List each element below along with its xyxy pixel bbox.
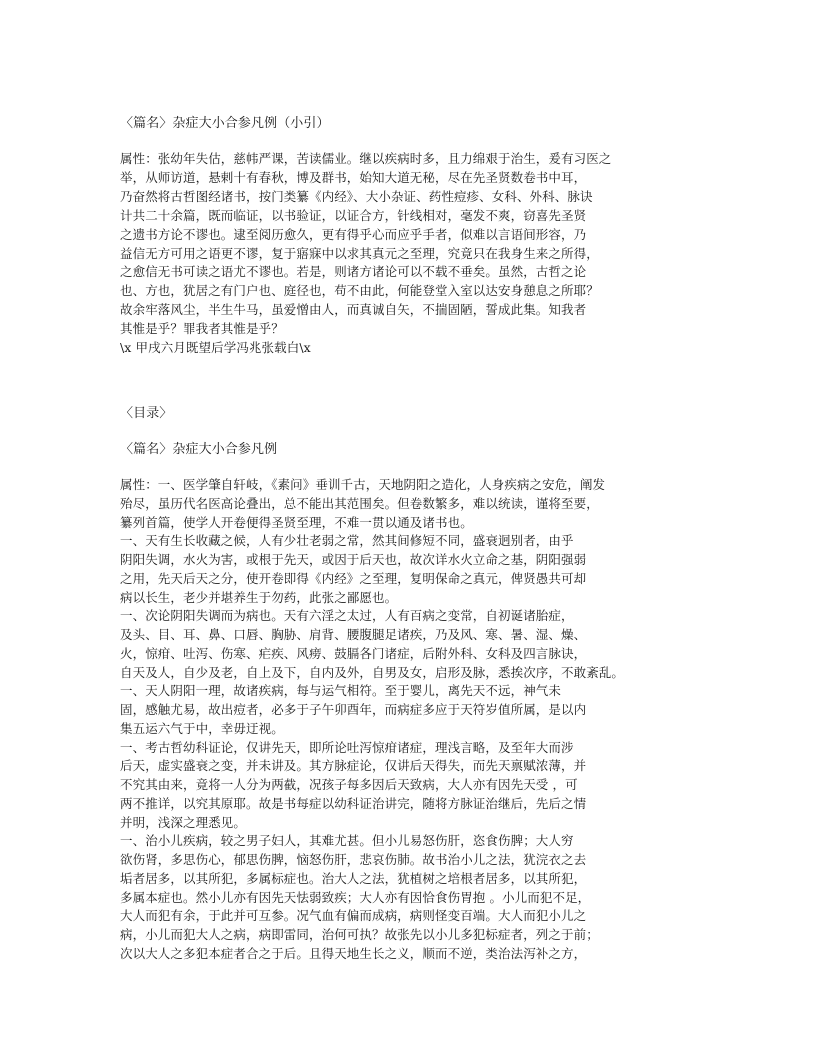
text-line: 阴阳失调，水火为害，或根于先天，或因于后天也，故次详水火立命之基，阴阳强弱 bbox=[120, 552, 587, 567]
text-line: 纂列首篇，使学人开卷便得圣贤至理，不难一贯以通及诸书也。 bbox=[120, 514, 473, 530]
text-line: 病，小儿而犯大人之病，病即雷同，治何可执？故张先以小儿多犯标症者，列之于前； bbox=[120, 927, 599, 942]
text-line: 计共二十余篇，既而临证，以书验证，以证合方，针线相对，毫发不爽，窃喜先圣贤 bbox=[120, 207, 587, 223]
text-line: 垢者居多，以其所犯，多属标症也。治大人之法，犹植树之培根者居多，以其所犯， bbox=[120, 870, 587, 886]
text-line: 一、治小儿疾病，较之男子妇人，其难尤甚。但小儿易怒伤肝，恣食伤脾；大人穷 bbox=[120, 833, 574, 849]
section-title-preface: 〈篇名〉杂症大小合参凡例（小引） bbox=[120, 116, 330, 131]
text-line: 之遗书方论不谬也。逮至阅历愈久，更有得乎心而应乎手者，似难以言语间形容，乃 bbox=[120, 226, 587, 242]
text-line: 欲伤肾，多思伤心，郁思伤脾，恼怒伤肝，悲哀伤肺。故书治小儿之法，犹浣衣之去 bbox=[120, 852, 587, 867]
text-line: 举，从师访道，悬剌十有春秋，博及群书，始知大道无秘，尽在先圣贤数卷书中耳， bbox=[120, 169, 587, 185]
text-line: 一、天人阴阳一理，故诸疾病，每与运气相符。至于婴儿，离先天不远，神气未 bbox=[120, 683, 562, 699]
text-line: 病以长生，老少并堪养生于勿药，此张之鄙愿也。 bbox=[120, 589, 398, 605]
text-line: 并明，浅深之理悉见。 bbox=[120, 814, 247, 830]
text-line: 故余牢落风尘，半生牛马，虽爱憎由人，而真诚自矢，不揣固陋，誓成此集。知我者 bbox=[120, 302, 587, 318]
text-line: 次以大人之多犯本症者合之于后。且得天地生长之义，顺而不逆，类治法泻补之方， bbox=[120, 945, 587, 961]
text-line: 属性：一、医学肇自轩岐，《素问》垂训千古，天地阴阳之造化，人身疾病之安危，阐发 bbox=[120, 477, 606, 492]
text-line: 其惟是乎？罪我者其惟是乎？ bbox=[120, 321, 284, 337]
section-title-rules: 〈篇名〉杂症大小合参凡例 bbox=[120, 442, 278, 457]
text-line: 后天，虚实盛衰之变，并未讲及。其方脉症论，仅讲后天得失，而先天禀赋浓薄，并 bbox=[120, 758, 587, 774]
text-line: 之用，先天后天之分，使开卷即得《内经》之至理，复明保命之真元，俾贤愚共可却 bbox=[120, 570, 587, 586]
toc-title: 〈目录〉 bbox=[120, 406, 173, 421]
text-line: 殆尽，虽历代名医高论叠出，总不能出其范围矣。但卷数繁多，难以统读，谨将至要， bbox=[120, 495, 599, 511]
text-line: 一、次论阴阳失调而为病也。天有六淫之太过，人有百病之变常，自初诞诸胎症， bbox=[120, 608, 574, 624]
text-line: 一、天有生长收藏之候，人有少壮老弱之常，然其间修短不同，盛衰迥别者，由乎 bbox=[120, 533, 574, 549]
text-line: 属性：张幼年失估，慈帏严课，苦读儒业。继以疾病时多，且力绵艰于治生，爰有习医之 bbox=[120, 151, 612, 166]
text-line: 一、考古哲幼科证论，仅讲先天，即所论吐泻惊疳诸症，理浅言略，及至年大而涉 bbox=[120, 739, 574, 755]
text-line: \x 甲戌六月既望后学冯兆张载白\x bbox=[120, 340, 311, 355]
text-line: 之愈信无书可读之语尤不谬也。若是，则诸方诸论可以不载不垂矣。虽然，古哲之论 bbox=[120, 264, 587, 280]
text-line: 火，惊疳、吐泻、伤寒、疟疾、风痨、鼓膈各门诸症，后附外科、女科及四言脉诀， bbox=[120, 645, 587, 661]
text-line: 大人而犯有余，于此并可互参。况气血有偏而成病，病则怪变百端。大人而犯小儿之 bbox=[120, 908, 587, 924]
text-line: 乃奋然将古哲图经诸书，按门类纂《内经》、大小杂证、药性痘疹、女科、外科、脉诀 bbox=[120, 188, 593, 204]
text-line: 多属本症也。然小儿亦有因先天怯弱致疾；大人亦有因恰食伤胃抱 。小儿而犯不足， bbox=[120, 889, 591, 905]
text-line: 及头、目、耳、鼻、口唇、胸胁、肩背、腰腹腿足诸疾，乃及风、寒、暑、湿、燥、 bbox=[120, 627, 587, 642]
text-line: 益信无方可用之语更不谬，复于寤寐中以求其真元之至理，究竟只在我身生来之所得， bbox=[120, 245, 599, 261]
text-line: 自天及人，自少及老，自上及下，自内及外，自男及女，启形及脉，悉挨次序，不敢紊乱。 bbox=[120, 664, 625, 680]
text-line: 两不推详，以究其原耶。故是书每症以幼科证治讲完，随将方脉证治继后，先后之情 bbox=[120, 795, 587, 811]
text-line: 也、方也，犹居之有门户也、庭径也，苟不由此，何能登堂入室以达安身憩息之所耶？ bbox=[120, 283, 599, 299]
text-line: 不究其由来，竟将一人分为两截，况孩子每多因后天致病，大人亦有因先天受 ，可 bbox=[120, 777, 578, 792]
text-line: 集五运六气于中，幸毋迂视。 bbox=[120, 720, 284, 736]
text-line: 固，感触尤易，故出痘者，必多于子午卯酉年，而病症多应于天符岁值所属，是以内 bbox=[120, 702, 587, 717]
